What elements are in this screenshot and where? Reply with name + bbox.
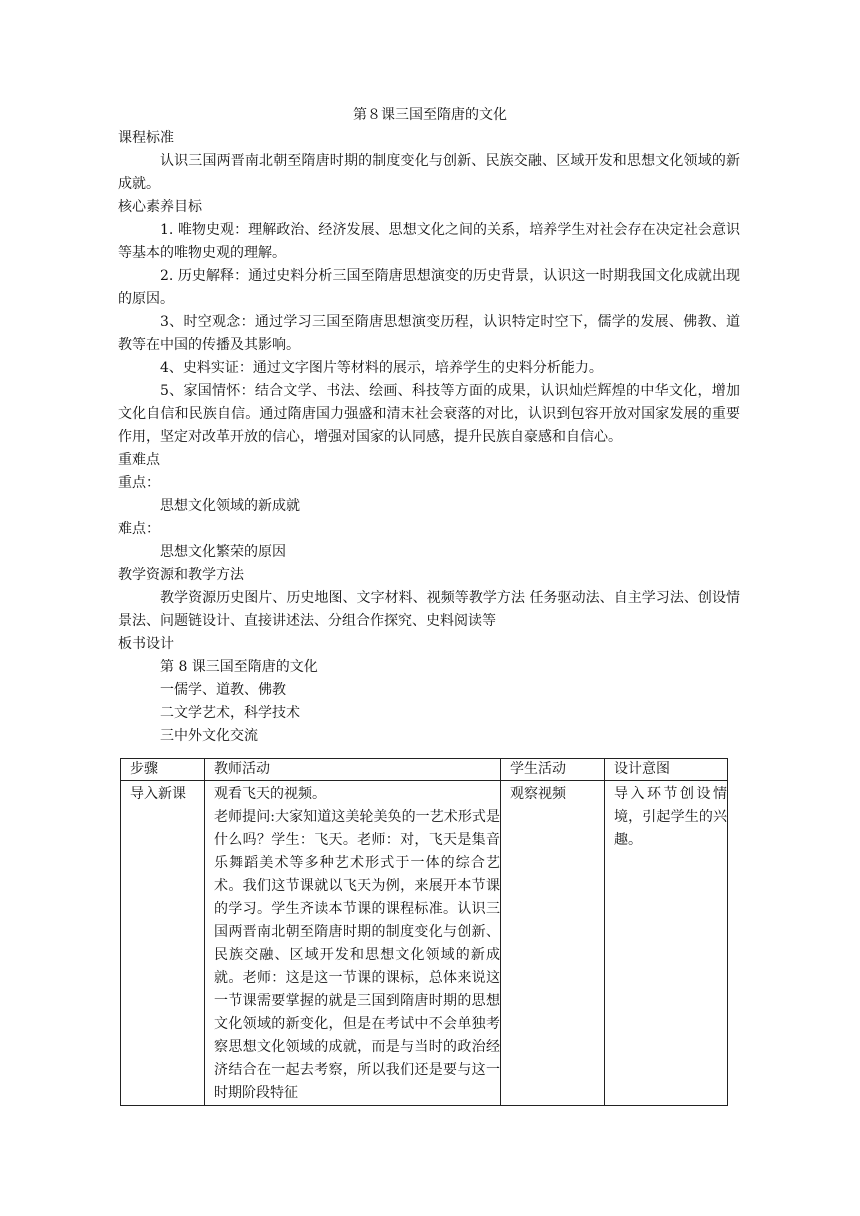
curriculum-paragraph: 认识三国两晋南北朝至隋唐时期的制度变化与创新、民族交融、区域开发和思想文化领域的新成就。 bbox=[118, 153, 740, 192]
key-point-text: 思想文化领域的新成就 bbox=[160, 498, 300, 514]
cell-design-intent bbox=[605, 781, 728, 1106]
header-step: 步骤 bbox=[121, 759, 205, 781]
teacher-activity-line-2: 老师提问:大家知道这美轮美奂的一艺术形式是什么吗？学生：飞天。老师：对，飞天是集音乐舞蹈美术等多种艺术形式于一体的综合艺术。我们这节课就以飞天为例，来展开本节课的学习。学生齐读本节课的课程标准。认识三国两晋南北朝至隋唐时期的制度变化与创新、民族交融、区域开发和思想文化领域的新成就。老师：这是这一节课的课标，总体来说这一节课需要掌握的就是三国到隋唐时期的思想文化领域的新变化，但是在考试中不会单独考察思想文化领域的成就，而是与当时的政治经济结合在一起去考察，所以我们还是要与这一时期阶段特征 bbox=[214, 809, 500, 1101]
cell-teacher-activity bbox=[205, 781, 501, 1106]
key-point-label: 重点： bbox=[118, 475, 160, 491]
header-teacher-activity: 教师活动 bbox=[205, 759, 501, 781]
cell-step bbox=[121, 781, 205, 1106]
board-line-3: 三中外文化交流 bbox=[160, 728, 258, 744]
section-heading-curriculum: 课程标准 bbox=[118, 130, 174, 146]
teacher-activity-line-1: 观看飞天的视频。 bbox=[214, 786, 326, 802]
resources-paragraph: 教学资源历史图片、历史地图、文字材料、视频等教学方法 任务驱动法、自主学习法、创设情景法、问题链设计、直接讲述法、分组合作探究、史料阅读等 bbox=[118, 590, 740, 629]
board-line-title: 第 8 课三国至隋唐的文化 bbox=[160, 659, 318, 675]
board-line-1: 一儒学、道教、佛教 bbox=[160, 682, 286, 698]
goal-paragraph-2: 2. 历史解释：通过史料分析三国至隋唐思想演变的历史背景，认识这一时期我国文化成就出现的原因。 bbox=[118, 268, 740, 307]
section-heading-resources: 教学资源和教学方法 bbox=[118, 567, 244, 583]
goal-paragraph-5: 5、家国情怀：结合文学、书法、绘画、科技等方面的成果，认识灿烂辉煌的中华文化，增加文化自信和民族自信。通过隋唐国力强盛和清末社会衰落的对比，认识到包容开放对国家发展的重要作用，坚定对改革开放的信心，增强对国家的认同感，提升民族自豪感和自信心。 bbox=[118, 383, 740, 445]
difficult-point-label: 难点： bbox=[118, 521, 160, 537]
section-heading-core-goals: 核心素养目标 bbox=[118, 199, 202, 215]
step-text: 导入新课 bbox=[130, 786, 186, 802]
lesson-title: 第８课三国至隋唐的文化 bbox=[353, 107, 507, 123]
difficult-point-text: 思想文化繁荣的原因 bbox=[160, 544, 286, 560]
student-activity-text: 观察视频 bbox=[510, 786, 566, 802]
section-heading-key-difficult: 重难点 bbox=[118, 452, 160, 468]
cell-student-activity bbox=[501, 781, 605, 1106]
design-intent-text: 导入环节创设情境，引起学生的兴趣。 bbox=[614, 786, 727, 848]
goal-paragraph-3: 3、时空观念：通过学习三国至隋唐思想演变历程，认识特定时空下，儒学的发展、佛教、道教等在中国的传播及其影响。 bbox=[118, 314, 740, 353]
document-body bbox=[118, 127, 740, 748]
board-line-2: 二文学艺术，科学技术 bbox=[160, 705, 300, 721]
header-student-activity: 学生活动 bbox=[501, 759, 605, 781]
table-row bbox=[121, 781, 728, 1106]
table-header-row bbox=[121, 759, 728, 781]
header-design-intent: 设计意图 bbox=[605, 759, 728, 781]
lesson-plan-table bbox=[120, 758, 728, 1106]
section-heading-board: 板书设计 bbox=[118, 636, 174, 652]
goal-paragraph-4: 4、史料实证：通过文字图片等材料的展示，培养学生的史料分析能力。 bbox=[160, 360, 603, 376]
goal-paragraph-1: 1. 唯物史观：理解政治、经济发展、思想文化之间的关系，培养学生对社会存在决定社会意识等基本的唯物史观的理解。 bbox=[118, 222, 740, 261]
